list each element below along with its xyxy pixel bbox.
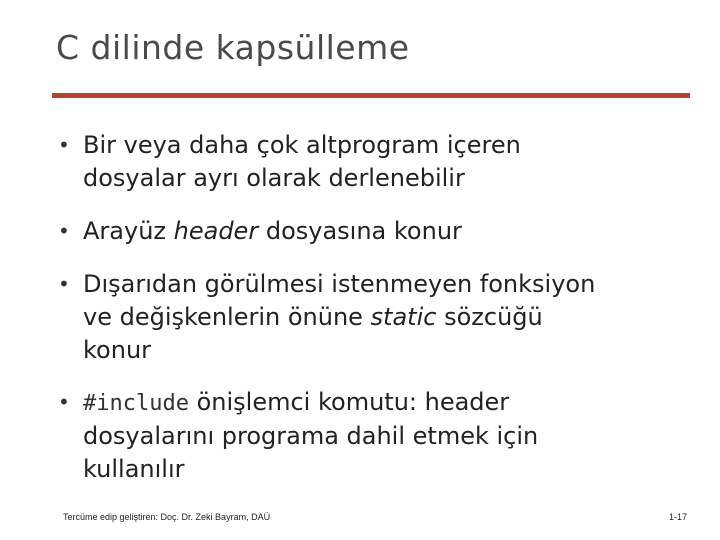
bullet-marker: • bbox=[58, 133, 70, 157]
bullet-text bbox=[83, 268, 683, 367]
bullet-line bbox=[83, 215, 683, 248]
bullet-line bbox=[83, 301, 683, 334]
bullet-line: konur bbox=[83, 336, 152, 364]
bullet-text-segment: Arayüz bbox=[83, 217, 174, 245]
bullet-line: dosyalar ayrı olarak derlenebilir bbox=[83, 164, 465, 192]
bullet-line bbox=[83, 386, 683, 420]
bullet-marker: • bbox=[58, 390, 70, 414]
bullet-text-segment: önişlemci komutu: header bbox=[188, 388, 510, 416]
bullet-text bbox=[83, 215, 683, 248]
bullet-marker: • bbox=[58, 219, 70, 243]
title-underline bbox=[52, 93, 690, 98]
emphasis-term: static bbox=[370, 303, 437, 331]
bullet-line: kullanılır bbox=[83, 455, 185, 483]
bullet-text-segment: dosyasına konur bbox=[258, 217, 462, 245]
bullet-text bbox=[83, 386, 683, 486]
page-number: 1-17 bbox=[668, 512, 687, 522]
emphasis-term: header bbox=[173, 217, 259, 245]
bullet-text-segment: ve değişkenlerin önüne bbox=[83, 303, 371, 331]
bullet-line: dosyalarını programa dahil etmek için bbox=[83, 422, 539, 450]
bullet-text-segment: sözcüğü bbox=[436, 303, 543, 331]
bullet-marker: • bbox=[58, 272, 70, 296]
footer-credit: Tercüme edip geliştiren: Doç. Dr. Zeki Bayram, DAÜ bbox=[63, 512, 271, 522]
bullet-line: Dışarıdan görülmesi istenmeyen fonksiyon bbox=[83, 270, 596, 298]
bullet-line: Bir veya daha çok altprogram içeren bbox=[83, 131, 521, 159]
bullet-text bbox=[83, 129, 683, 195]
slide-title: C dilinde kapsülleme bbox=[56, 28, 410, 67]
code-keyword: #include bbox=[83, 391, 189, 416]
